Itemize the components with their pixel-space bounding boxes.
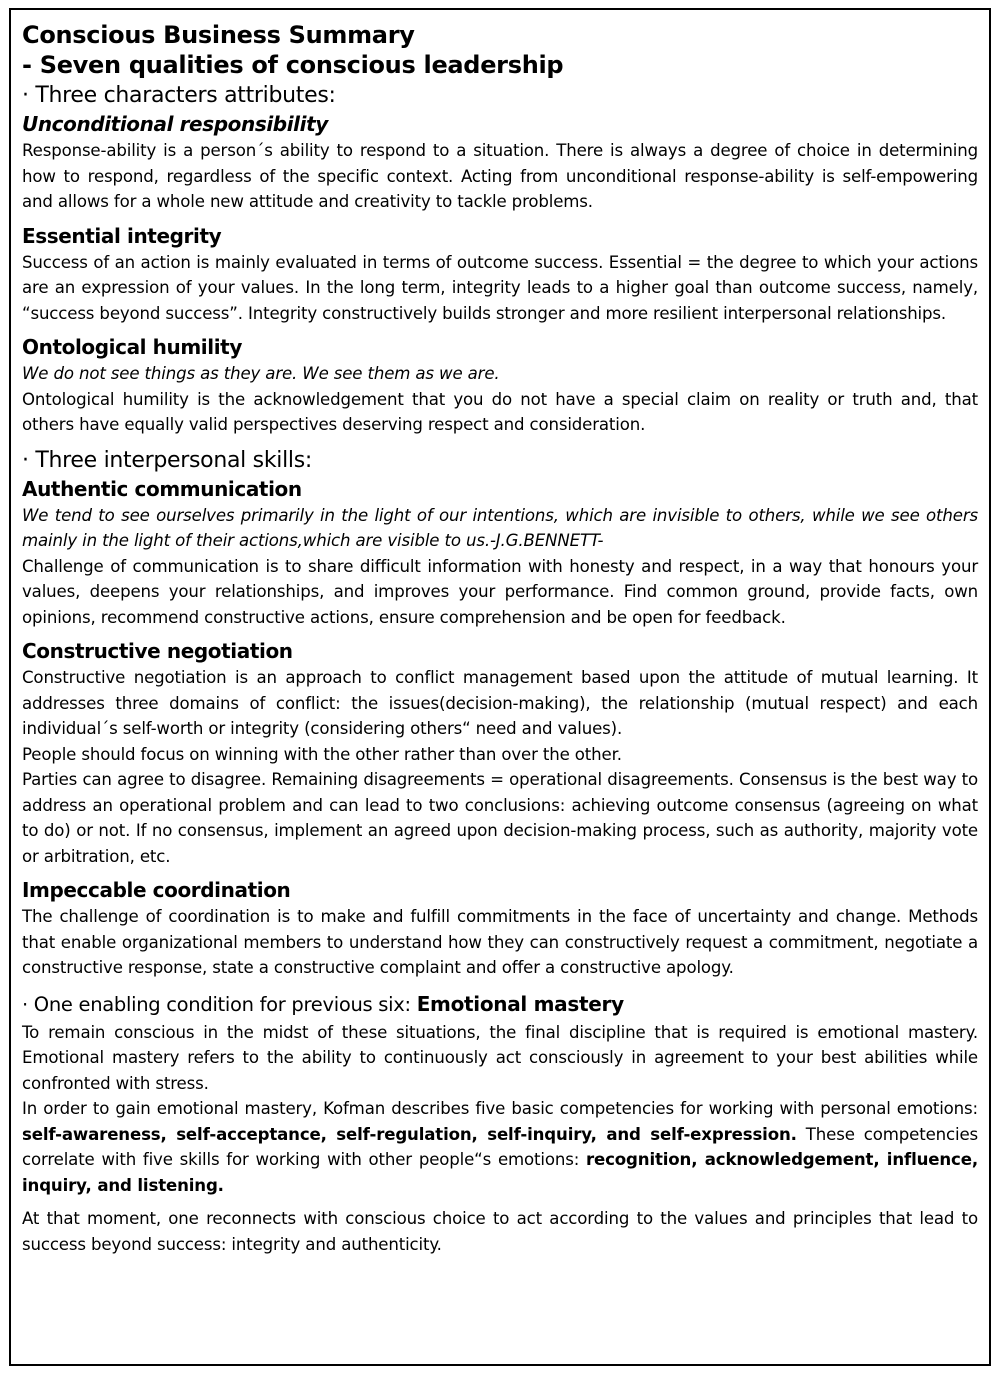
section-body-humility: Ontological humility is the acknowledgement that you do not have a special claim on reality or truth and, that others have equally valid perspectives deserving respect and consideration. bbox=[22, 389, 978, 434]
section-body-mastery-2 bbox=[22, 1096, 978, 1198]
mastery-text-a: In order to gain emotional mastery, Kofman describes five basic competencies for working with personal emotions: bbox=[22, 1099, 978, 1118]
mastery-text-c: These competencies correlate with five skills for working with other people“s emotions: bbox=[22, 1124, 979, 1169]
enabling-condition-heading bbox=[22, 989, 978, 1020]
summary-box bbox=[9, 8, 991, 1366]
personal-competencies: self-awareness, self-acceptance, self-regulation, self-inquiry, and self-expression. bbox=[22, 1124, 797, 1144]
section-body-responsibility: Response-ability is a person´s ability to respond to a situation. There is always a degree of choice in determining how to respond, regardless of the specific context. Acting from unconditional response-ability is self-empowering and allows for a whole new attitude and creativity to tackle problems. bbox=[22, 141, 978, 211]
section-body-communication: Challenge of communication is to share difficult information with honesty and respect, in a way that honours your values, deepens your relationships, and improves your performance. Find common ground, provide facts, own opinions, recommend constructive actions, ensure comprehension and be open for feedback. bbox=[22, 556, 978, 627]
page-title: Conscious Business Summary bbox=[22, 21, 415, 49]
social-skills: recognition, acknowledgement, influence, inquiry, and listening. bbox=[22, 1150, 978, 1195]
section-body-mastery-1: To remain conscious in the midst of these situations, the final discipline that is required is emotional mastery. Emotional mastery refers to the ability to continuously act consciously in agreement to your best abilities while confronted with stress. bbox=[22, 1022, 978, 1093]
section-body-coordination: The challenge of coordination is to make and fulfill commitments in the face of uncertainty and change. Methods that enable organizational members to understand how they can constructively request a commitment, negotiate a constructive response, state a constructive complaint and offer a constructive apology. bbox=[22, 907, 978, 977]
section-quote-humility: We do not see things as they are. We see them as we are. bbox=[22, 364, 500, 383]
section-quote-communication: We tend to see ourselves primarily in the light of our intentions, which are invisible to others, while we see others mainly in the light of their actions,which are visible to us.-J.G.BENNETT- bbox=[22, 505, 978, 550]
page-subtitle: - Seven qualities of conscious leadership bbox=[22, 51, 564, 79]
section-title-coordination: Impeccable coordination bbox=[22, 878, 291, 902]
section-body-mastery-3: At that moment, one reconnects with conscious choice to act according to the values and principles that lead to success beyond success: integrity and authenticity. bbox=[22, 1209, 978, 1254]
section-title-communication: Authentic communication bbox=[22, 476, 302, 501]
section-title-humility: Ontological humility bbox=[22, 335, 242, 359]
section-body-negotiation-3: Parties can agree to disagree. Remaining disagreements = operational disagreements. Consensus is the best way to address an operational problem and can lead to two conclusions: achieving outcome consensus (agreeing on what to do) or not. If no consensus, implement an agreed upon decision-making process, such as authority, majority vote or arbitration, etc. bbox=[22, 770, 978, 866]
interpersonal-skills-heading: · Three interpersonal skills: bbox=[22, 447, 312, 473]
section-title-integrity: Essential integrity bbox=[22, 223, 222, 248]
character-attributes-heading: · Three characters attributes: bbox=[22, 83, 336, 108]
section-body-negotiation-1: Constructive negotiation is an approach to conflict management based upon the attitude of mutual learning. It addresses three domains of conflict: the issues(decision-making), the relationship (mutual respect) and each individual´s self-worth or integrity (considering others“ need and values). bbox=[22, 668, 978, 738]
section-body-negotiation-2: People should focus on winning with the other rather than over the other. bbox=[22, 744, 622, 764]
section-title-responsibility: Unconditional responsibility bbox=[22, 112, 328, 136]
enabling-condition-prefix: · One enabling condition for previous six: bbox=[22, 992, 417, 1016]
section-title-negotiation: Constructive negotiation bbox=[22, 639, 293, 663]
section-body-integrity: Success of an action is mainly evaluated in terms of outcome success. Essential = the degree to which your actions are an expression of your values. In the long term, integrity leads to a higher goal than outcome success, namely, “success beyond success”. Integrity constructively builds stronger and more resilient interpersonal relationships. bbox=[22, 252, 978, 323]
emotional-mastery-label: Emotional mastery bbox=[416, 991, 624, 1016]
